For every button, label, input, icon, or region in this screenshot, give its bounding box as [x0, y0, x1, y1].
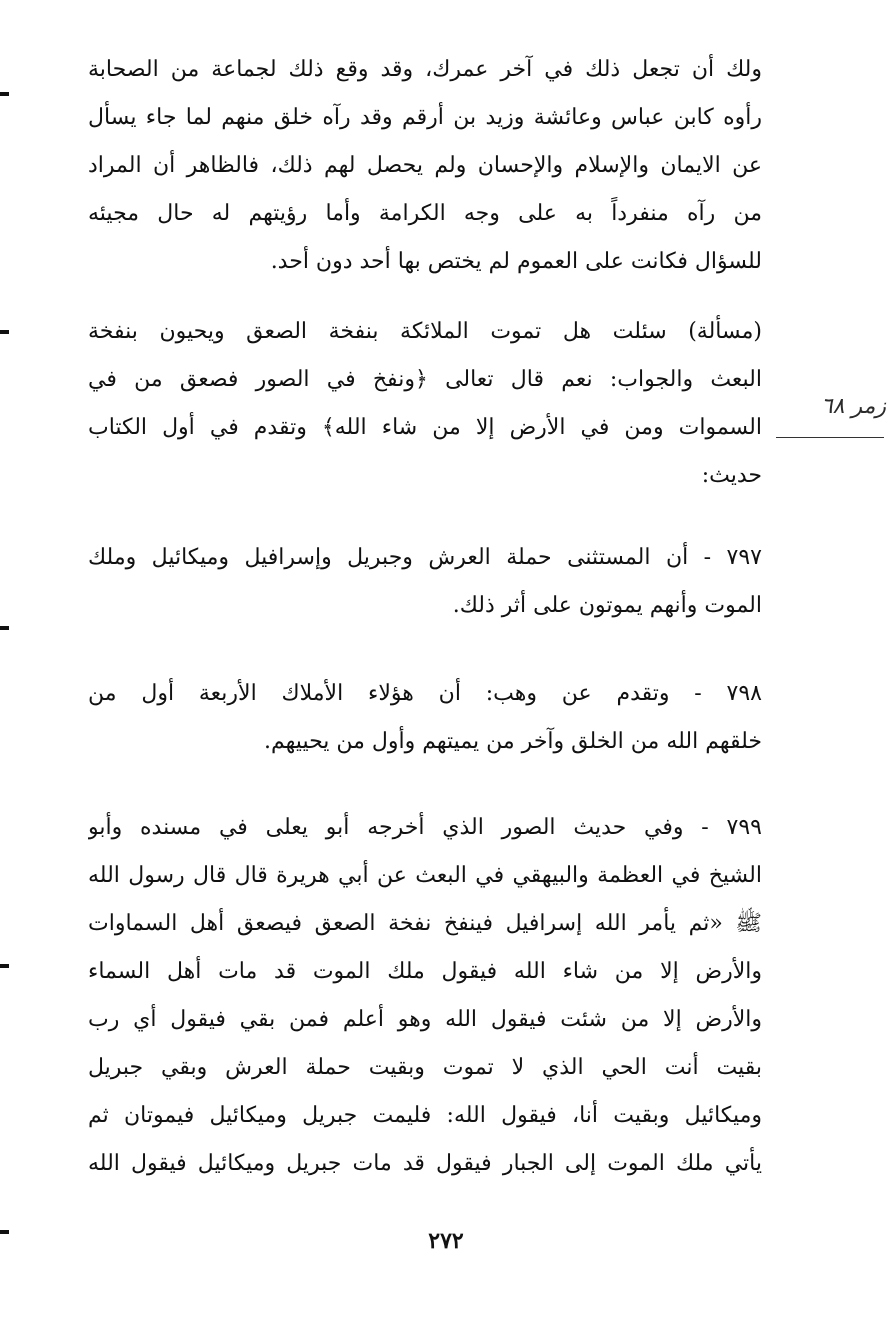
text-line: ولك أن تجعل ذلك في آخر عمرك، وقد وقع ذلك لجماعة من الصحابة — [88, 57, 762, 82]
edge-mark — [0, 1230, 9, 1234]
text-line: من رآه منفرداً به على وجه الكرامة وأما رؤيتهم له حال مجيئه — [88, 201, 762, 226]
paragraph-1 — [88, 46, 762, 286]
text-line: ٧٩٩ - وفي حديث الصور الذي أخرجه أبو يعلى في مسنده وأبو — [88, 815, 762, 840]
text-line: يأتي ملك الموت إلى الجبار فيقول قد مات جبريل وميكائيل فيقول الله — [88, 1151, 762, 1176]
margin-note-text: زمر ٦٨ — [820, 394, 886, 419]
margin-note — [768, 394, 886, 438]
text-line: ﷺ «ثم يأمر الله إسرافيل فينفخ نفخة الصعق فيصعق أهل السماوات — [88, 911, 762, 936]
text-line: والأرض إلا من شاء الله فيقول ملك الموت قد مات أهل السماء — [88, 959, 762, 984]
edge-mark — [0, 626, 9, 630]
text-line: خلقهم الله من الخلق وآخر من يميتهم وأول من يحييهم. — [264, 729, 762, 754]
paragraph-question — [88, 308, 762, 500]
paragraph-797 — [88, 534, 762, 630]
text-line: (مسألة) سئلت هل تموت الملائكة بنفخة الصعق ويحيون بنفخة — [88, 319, 762, 344]
text-line: بقيت أنت الحي الذي لا تموت وبقيت حملة العرش وبقي جبريل — [88, 1055, 762, 1080]
text-line: البعث والجواب: نعم قال تعالى ﴿ونفخ في الصور فصعق من في — [88, 367, 762, 392]
edge-mark — [0, 92, 9, 96]
text-line: وميكائيل وبقيت أنا، فيقول الله: فليمت جبريل وميكائيل فيموتان ثم — [88, 1103, 762, 1128]
text-line: ٧٩٨ - وتقدم عن وهب: أن هؤلاء الأملاك الأربعة أول من — [88, 681, 762, 706]
text-line: للسؤال فكانت على العموم لم يختص بها أحد دون أحد. — [270, 249, 762, 274]
text-line: رأوه كابن عباس وعائشة وزيد بن أرقم وقد رآه خلق منهم لما جاء يسأل — [88, 105, 762, 130]
page-number: ٢٧٢ — [428, 1228, 464, 1254]
text-line: حديث: — [701, 463, 762, 488]
text-line: السموات ومن في الأرض إلا من شاء الله﴾ وتقدم في أول الكتاب — [88, 415, 762, 440]
paragraph-799 — [88, 804, 762, 1188]
text-line: ٧٩٧ - أن المستثنى حملة العرش وجبريل وإسرافيل وميكائيل وملك — [88, 545, 762, 570]
text-line: الموت وأنهم يموتون على أثر ذلك. — [452, 593, 762, 618]
edge-mark — [0, 330, 9, 334]
margin-note-underline — [776, 437, 884, 438]
text-line: عن الايمان والإسلام والإحسان ولم يحصل لهم ذلك، فالظاهر أن المراد — [88, 153, 762, 178]
text-line: الشيخ في العظمة والبيهقي في البعث عن أبي هريرة قال قال رسول الله — [88, 863, 762, 888]
edge-mark — [0, 964, 9, 968]
paragraph-798 — [88, 670, 762, 766]
text-line: والأرض إلا من شئت فيقول الله وهو أعلم فمن بقي فيقول أي رب — [88, 1007, 762, 1032]
